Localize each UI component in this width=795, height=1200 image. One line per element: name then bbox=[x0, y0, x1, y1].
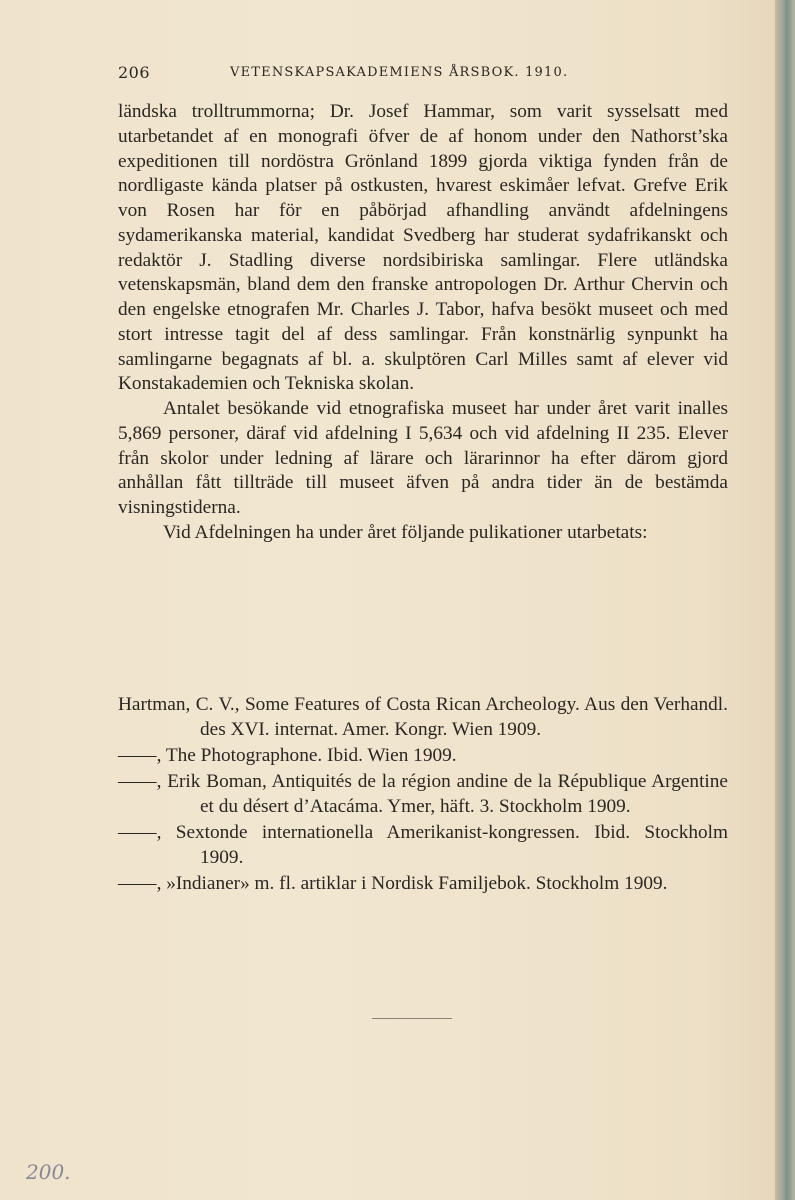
page-header bbox=[118, 63, 728, 85]
page-number: 206 bbox=[118, 63, 151, 82]
body-text bbox=[118, 100, 728, 546]
publication-item: ——, Erik Boman, Antiquités de la région andine de la République Argentine et du désert d’Atacáma. Ymer, häft. 3. Stockholm 1909. bbox=[118, 771, 728, 817]
paragraph-2: Antalet besökande vid etnografiska museet har under året varit inalles 5,869 personer, däraf vid afdelning I 5,634 och vid afdelning II 235. Elever från skolor under ledning af lärare och lärarinnor ha efter därom gjord anhållan fått tillträde till museet äfven på andra tider än de bestämda visningstiderna. bbox=[118, 398, 728, 518]
publication-item: ——, The Photographone. Ibid. Wien 1909. bbox=[118, 744, 457, 766]
pencil-annotation: 200. bbox=[26, 1160, 71, 1184]
publication-item: ——, »Indianer» m. fl. artiklar i Nordisk Familjebok. Stockholm 1909. bbox=[118, 872, 668, 894]
publication-list bbox=[118, 693, 728, 898]
publication-item: Hartman, C. V., Some Features of Costa Rican Archeology. Aus den Verhandl. des XVI. internat. Amer. Kongr. Wien 1909. bbox=[118, 694, 728, 740]
page-edge bbox=[775, 0, 795, 1200]
paragraph-3: Vid Afdelningen ha under året följande pulikationer utarbetats: bbox=[163, 521, 648, 543]
paragraph-1: ländska trolltrummorna; Dr. Josef Hammar, som varit sysselsatt med utarbetandet af en monografi öfver de af honom under den Nathorst’ska expeditionen till nordöstra Grönland 1899 gjorda viktiga fynden från de nordligaste kända platser på ostkusten, hvarest eskimåer lefvat. Grefve Erik von Rosen har för en påbörjad afhandling användt afdelningens sydamerikanska material, kandidat Svedberg har studerat sydafrikanskt och redaktör J. Stadling diverse nordsibiriska samlingar. Flere utländska vetenskapsmän, bland dem den franske antropologen Dr. Arthur Chervin och den engelske etnografen Mr. Charles J. Tabor, hafva besökt museet och med stort intresse tagit del af dess samlingar. Från konstnärlig synpunkt ha samlingarne begagnats af bl. a. skulptören Carl Milles samt af elever vid Konstakademien och Tekniska skolan. bbox=[118, 101, 728, 395]
closing-rule bbox=[372, 1018, 452, 1019]
running-title: VETENSKAPSAKADEMIENS ÅRSBOK. 1910. bbox=[230, 65, 569, 80]
publication-item: ——, Sextonde internationella Amerikanist-kongressen. Ibid. Stockholm 1909. bbox=[118, 822, 728, 868]
